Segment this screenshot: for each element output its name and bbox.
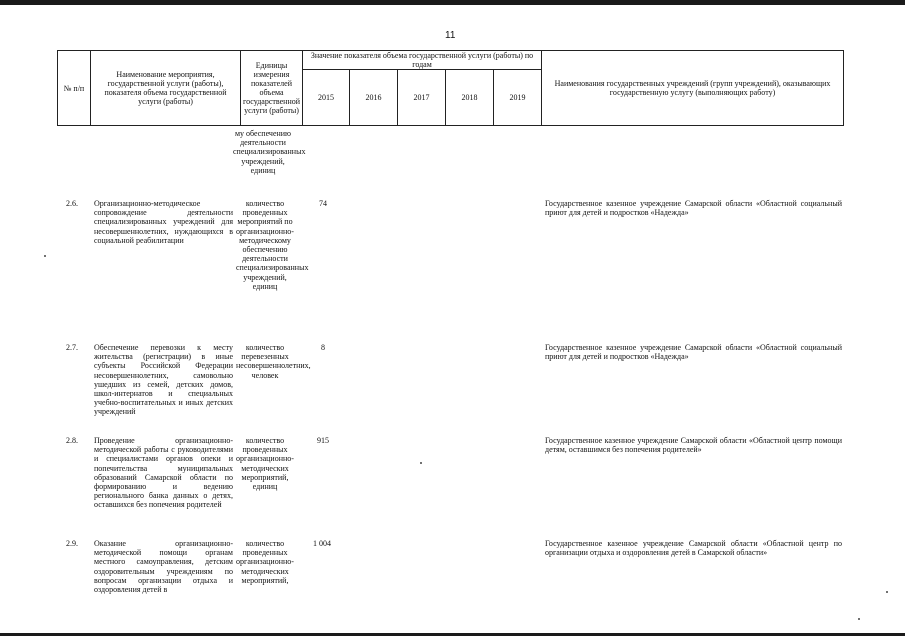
row-2-8-unit: количество проведенных организационно-методических мероприятий, единиц — [236, 436, 294, 492]
header-name: Наименование мероприятия, государственной услуги (работы), показателя объема государственной услуги (работы) — [91, 51, 241, 126]
header-year-2019: 2019 — [494, 70, 542, 126]
header-year-2017: 2017 — [398, 70, 446, 126]
row-2-7-name: Обеспечение перевозки к месту жительства (регистрации) в иные субъекты Российской Федерации несовершеннолетних, самовольно ушедших из семей, детских домов, школ-интернатов и специальных учебно-воспитательных и иных детских учреждений — [94, 343, 233, 417]
table-header — [57, 50, 844, 126]
row-2-7-institution: Государственное казенное учреждение Самарской области «Областной социальный приют для детей и подростков «Надежда» — [545, 343, 842, 362]
row-2-6-institution: Государственное казенное учреждение Самарской области «Областной социальный приют для детей и подростков «Надежда» — [545, 199, 842, 218]
row-2-6-unit: количество проведенных мероприятий по организационно-методическому обеспечению деятельности специализированных учреждений, единиц — [236, 199, 309, 291]
row-2-7-unit: количество перевезенных несовершеннолетних, человек — [236, 343, 311, 380]
header-year-2015: 2015 — [303, 70, 350, 126]
row-2-9-value-2015: 1 004 — [313, 539, 331, 548]
bottom-scan-border — [0, 633, 905, 636]
scan-speck — [44, 255, 46, 257]
continuation-unit: му обеспечению деятельности специализированных учреждений, единиц — [233, 129, 306, 175]
row-2-9-unit: количество проведенных организационно-методических мероприятий, — [236, 539, 294, 585]
header-institutions: Наименования государственных учреждений (групп учреждений), оказывающих государственную услугу (выполняющих работу) — [542, 51, 844, 126]
scan-speck — [858, 618, 860, 620]
scan-speck — [420, 462, 422, 464]
row-2-6-name: Организационно-методическое сопровождение деятельности специализированных учреждений для несовершеннолетних, нуждающихся в социальной реабилитации — [94, 199, 233, 245]
header-unit: Единицы измерения показателей объема государственной услуги (работы) — [241, 51, 303, 126]
row-2-9-name: Оказание организационно-методической помощи органам местного самоуправления, детским оздоровительным учреждениям по вопросам организации отдыха и оздоровления детей в — [94, 539, 233, 595]
header-num: № п/п — [58, 51, 91, 126]
row-2-8-name: Проведение организационно-методической работы с руководителями и специалистами органов опеки и попечительства муниципальных образований Самарской области по формированию и ведению регионального банка данных о детях, оставшихся без попечения родителей — [94, 436, 233, 510]
header-value-group: Значение показателя объема государственной услуги (работы) по годам — [303, 51, 542, 70]
row-2-6-num: 2.6. — [66, 199, 78, 208]
header-year-2016: 2016 — [350, 70, 398, 126]
row-2-6-value-2015: 74 — [319, 199, 327, 208]
row-2-8-institution: Государственное казенное учреждение Самарской области «Областной центр помощи детям, оставшимся без попечения родителей» — [545, 436, 842, 455]
page-number: 11 — [445, 30, 456, 41]
top-scan-border — [0, 0, 905, 5]
row-2-8-num: 2.8. — [66, 436, 78, 445]
row-2-7-value-2015: 8 — [321, 343, 325, 352]
scan-speck — [886, 591, 888, 593]
row-2-8-value-2015: 915 — [317, 436, 329, 445]
header-year-2018: 2018 — [446, 70, 494, 126]
row-2-7-num: 2.7. — [66, 343, 78, 352]
row-2-9-num: 2.9. — [66, 539, 78, 548]
row-2-9-institution: Государственное казенное учреждение Самарской области «Областной центр по организации отдыха и оздоровления детей в Самарской области» — [545, 539, 842, 558]
